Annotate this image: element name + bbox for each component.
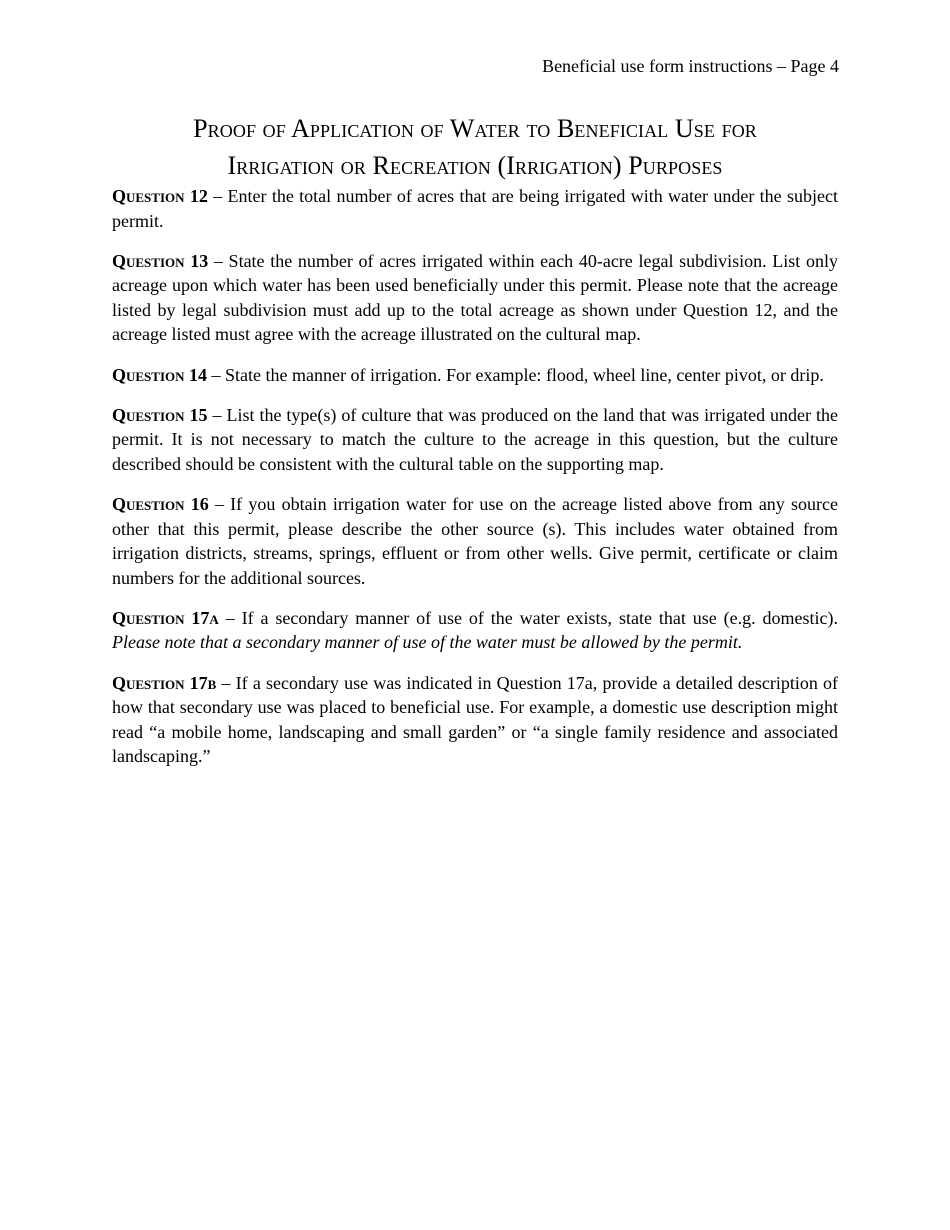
- question-14-text: – State the manner of irrigation. For example: flood, wheel line, center pivot, or drip.: [207, 364, 824, 385]
- question-13-text: – State the number of acres irrigated within each 40-acre legal subdivision. List only acreage upon which water has been used beneficially under this permit. Please note that the acreage listed by legal subdivision must add up to the total acreage as shown under Question 12, and the acreage listed must agree with the acreage illustrated on the cultural map.: [112, 250, 838, 345]
- question-17b-paragraph: [112, 671, 838, 769]
- page-title: [112, 110, 838, 184]
- question-14-paragraph: [112, 363, 838, 388]
- instructions-body: [112, 184, 838, 784]
- question-12-paragraph: [112, 184, 838, 233]
- question-15-label: Question 15: [112, 404, 208, 425]
- question-17a-note: Please note that a secondary manner of use of the water must be allowed by the permit.: [112, 632, 743, 653]
- question-16-text: – If you obtain irrigation water for use on the acreage listed above from any source other that this permit, please describe the other source (s). This includes water obtained from irrigation districts, streams, springs, effluent or from other wells. Give permit, certificate or claim numbers for the additional sources.: [112, 493, 838, 588]
- question-13-label: Question 13: [112, 250, 209, 271]
- question-17b-label: Question 17b: [112, 672, 217, 693]
- question-12-text: – Enter the total number of acres that are being irrigated with water under the subject permit.: [112, 186, 838, 231]
- question-15-paragraph: [112, 403, 838, 477]
- question-16-paragraph: [112, 492, 838, 590]
- question-12-label: Question 12: [112, 186, 208, 206]
- question-15-text: – List the type(s) of culture that was produced on the land that was irrigated under the permit. It is not necessary to match the culture to the acreage in this question, but the culture described should be consistent with the cultural table on the supporting map.: [112, 404, 839, 474]
- title-line-1: Proof of Application of Water to Beneficial Use for: [193, 114, 757, 143]
- question-13-paragraph: [112, 249, 838, 347]
- question-14-label: Question 14: [112, 364, 208, 385]
- question-17a-paragraph: [112, 606, 838, 655]
- question-17b-text: – If a secondary use was indicated in Question 17a, provide a detailed description of how that secondary use was placed to beneficial use. For example, a domestic use description might read “a mobile home, landscaping and small garden” or “a single family residence and associated landscaping.”: [112, 672, 838, 767]
- title-line-2: Irrigation or Recreation (Irrigation) Purposes: [227, 151, 723, 180]
- page-header: Beneficial use form instructions – Page 4: [542, 56, 839, 76]
- question-16-label: Question 16: [112, 493, 209, 514]
- question-17a-label: Question 17a: [112, 607, 219, 628]
- question-17a-text: – If a secondary manner of use of the water exists, state that use (e.g. domestic).: [218, 607, 838, 628]
